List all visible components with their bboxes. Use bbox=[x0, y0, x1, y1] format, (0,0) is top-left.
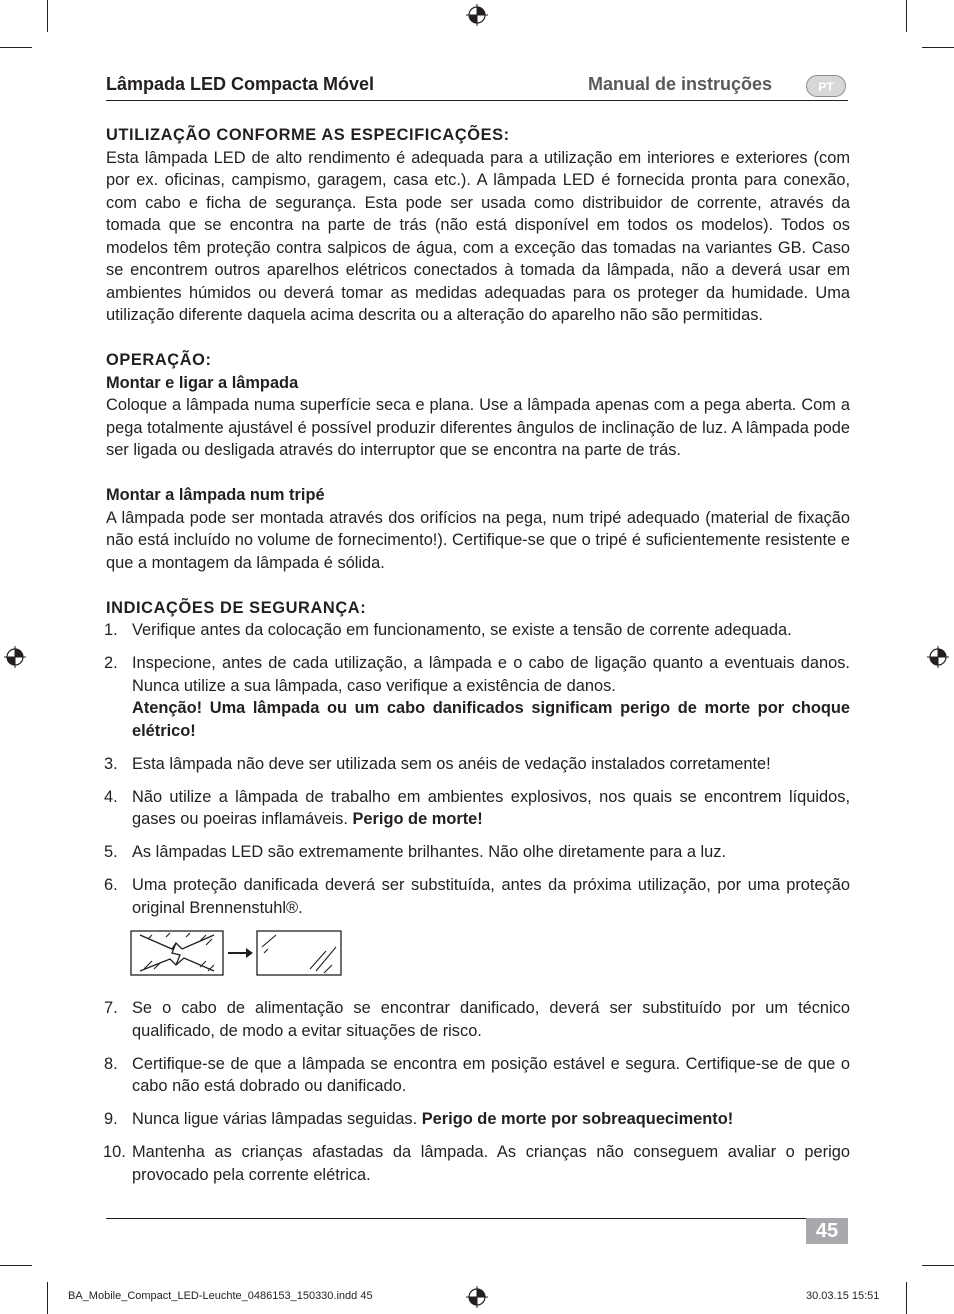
cover-replacement-illustration bbox=[130, 929, 850, 975]
crop-mark bbox=[922, 1265, 954, 1266]
list-number: 8. bbox=[104, 1054, 118, 1073]
list-text: Não utilize a lâmpada de trabalho em ambientes explosivos, nos quais se encontrem líquidos, gases ou poeiras inflamáveis. bbox=[132, 787, 850, 828]
list-text: Se o cabo de alimentação se encontrar danificado, deverá ser substituído por um técnico qualificado, de modo a evitar situações de risco. bbox=[132, 999, 850, 1040]
safety-list-continued bbox=[103, 997, 850, 1186]
paragraph-tripod: A lâmpada pode ser montada através dos orifícios na pega, num tripé adequado (material de fixação não está incluído no volume de fornecimento!). Certifique-se que o tripé é suficientemente resistente e que a montagem da lâmpada é sólida. bbox=[106, 508, 850, 572]
crop-mark bbox=[47, 1282, 48, 1314]
manual-label: Manual de instruções bbox=[588, 74, 773, 94]
list-item bbox=[106, 841, 850, 864]
page-body bbox=[103, 124, 850, 1197]
list-item bbox=[106, 1053, 850, 1098]
language-badge: PT bbox=[806, 75, 846, 97]
registration-mark-icon bbox=[466, 1286, 488, 1308]
crop-mark bbox=[0, 1265, 32, 1266]
registration-mark-icon bbox=[927, 646, 949, 668]
crop-mark bbox=[906, 0, 907, 32]
subheading-tripod: Montar a lâmpada num tripé bbox=[106, 486, 325, 504]
list-item bbox=[106, 786, 850, 831]
crop-mark bbox=[906, 1282, 907, 1314]
list-text: Uma proteção danificada deverá ser substituída, antes da próxima utilização, por uma proteção original Brennenstuhl®. bbox=[132, 876, 850, 917]
warning-text: Atenção! Uma lâmpada ou um cabo danificados significam perigo de morte por choque elétrico! bbox=[132, 699, 850, 740]
list-item bbox=[103, 1141, 850, 1186]
list-text: As lâmpadas LED são extremamente brilhantes. Não olhe diretamente para a luz. bbox=[132, 843, 727, 861]
list-item bbox=[106, 652, 850, 742]
list-text: Certifique-se de que a lâmpada se encontra em posição estável e segura. Certifique-se de que o cabo não está dobrado ou danificado. bbox=[132, 1054, 850, 1095]
list-text: Verifique antes da colocação em funcionamento, se existe a tensão de corrente adequada. bbox=[132, 621, 792, 639]
page-number: 45 bbox=[806, 1218, 848, 1244]
cover-replacement-icon bbox=[130, 929, 350, 979]
list-item bbox=[106, 753, 850, 776]
list-item bbox=[106, 997, 850, 1042]
list-item bbox=[106, 619, 850, 642]
crop-mark bbox=[47, 0, 48, 32]
document-title: Lâmpada LED Compacta Móvel bbox=[106, 74, 375, 94]
paragraph-mount: Coloque a lâmpada numa superfície seca e plana. Use a lâmpada apenas com a pega aberta. Com a pega totalmente ajustável é possível produzir diferentes ângulos de inclinação de luz. A lâmpada pode ser ligada ou desligada através do interruptor que se encontra na parte de trás. bbox=[106, 396, 850, 459]
warning-text: Perigo de morte por sobreaquecimento! bbox=[421, 1110, 734, 1128]
list-number: 3. bbox=[104, 754, 118, 773]
list-text: Inspecione, antes de cada utilização, a lâmpada e o cabo de ligação quanto a eventuais danos. Nunca utilize a sua lâmpada, caso verifique a existência de danos. bbox=[132, 654, 850, 695]
list-item bbox=[106, 1108, 850, 1131]
warning-text: Perigo de morte! bbox=[352, 810, 483, 828]
list-number: 10. bbox=[103, 1143, 126, 1161]
list-text: Mantenha as crianças afastadas da lâmpada. As crianças não conseguem avaliar o perigo provocado pela corrente elétrica. bbox=[132, 1143, 850, 1184]
section-heading-safety: INDICAÇÕES DE SEGURANÇA: bbox=[106, 598, 367, 617]
list-number: 1. bbox=[104, 621, 118, 639]
list-number: 4. bbox=[104, 787, 118, 806]
list-number: 5. bbox=[104, 843, 118, 861]
list-item bbox=[106, 874, 850, 919]
list-number: 7. bbox=[104, 999, 118, 1017]
list-number: 6. bbox=[104, 876, 118, 894]
section-heading-operation: OPERAÇÃO: bbox=[106, 351, 212, 369]
registration-mark-icon bbox=[466, 4, 488, 26]
print-slug-file: BA_Mobile_Compact_LED-Leuchte_0486153_150330.indd 45 bbox=[68, 1290, 373, 1302]
list-number: 2. bbox=[104, 654, 118, 672]
safety-list bbox=[106, 619, 850, 919]
header-rule bbox=[106, 100, 848, 101]
footer-rule bbox=[106, 1218, 806, 1219]
print-slug-date: 30.03.15 15:51 bbox=[806, 1290, 880, 1302]
registration-mark-icon bbox=[4, 646, 26, 668]
list-number: 9. bbox=[104, 1110, 118, 1128]
crop-mark bbox=[0, 47, 32, 48]
crop-mark bbox=[922, 47, 954, 48]
list-text: Esta lâmpada não deve ser utilizada sem os anéis de vedação instalados corretamente! bbox=[132, 754, 771, 773]
list-text: Nunca ligue várias lâmpadas seguidas. bbox=[132, 1110, 418, 1128]
section-heading-use: UTILIZAÇÃO CONFORME AS ESPECIFICAÇÕES: bbox=[106, 126, 510, 144]
subheading-mount: Montar e ligar a lâmpada bbox=[106, 373, 299, 392]
paragraph-use: Esta lâmpada LED de alto rendimento é adequada para a utilização em interiores e exteriores (com por ex. oficinas, campismo, garagem, casa etc.). A lâmpada LED é fornecida pronta para conexão, com cabo e ficha de segurança. Esta pode ser usada como distribuidor de corrente, através da tomada que se encontra na parte de trás (não está disponível em todos os modelos). Todos os modelos têm proteção contra salpicos de água, com a exceção das tomadas na variantes GB. Caso se encontrem outros aparelhos elétricos conectados à tomada da lâmpada, não a deverá usar em ambientes húmidos ou deverá tomar as medidas adequadas para os proteger da humidade. Uma utilização diferente daquela acima descrita ou a alteração do aparelho não são permitidas. bbox=[106, 148, 850, 324]
